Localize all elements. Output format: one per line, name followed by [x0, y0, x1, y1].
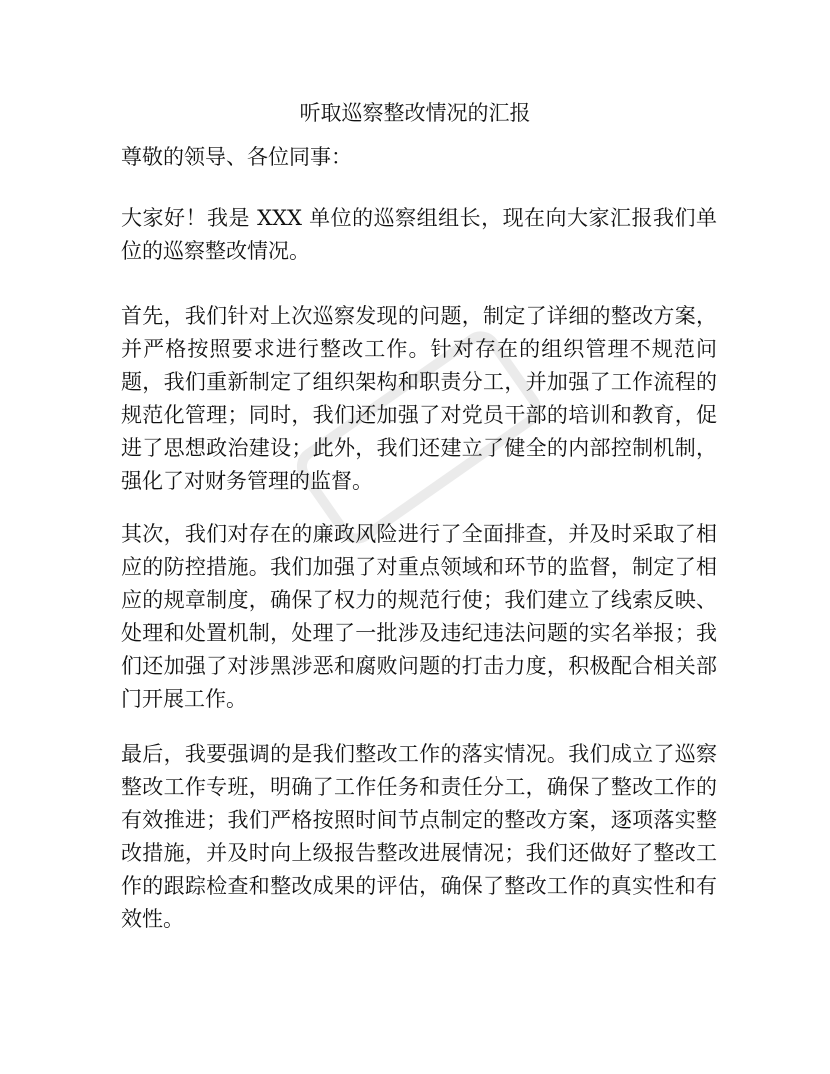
document-title: 听取巡察整改情况的汇报 — [299, 101, 531, 125]
paragraph-first: 首先，我们针对上次巡察发现的问题，制定了详细的整改方案，并严格按照要求进行整改工作。针对存在的组织管理不规范问题，我们重新制定了组织架构和职责分工，并加强了工作流程的规范化管理；同时，我们还加强了对党员干部的培训和教育，促进了思想政治建设；此外，我们还建立了健全的内部控制机制，强化了对财务管理的监督。 — [121, 304, 717, 493]
salutation: 尊敬的领导、各位同事： — [121, 145, 352, 169]
paragraph-second: 其次，我们对存在的廉政风险进行了全面排查，并及时采取了相应的防控措施。我们加强了对重点领域和环节的监督，制定了相应的规章制度，确保了权力的规范行使；我们建立了线索反映、处理和处置机制，处理了一批涉及违纪违法问题的实名举报；我们还加强了对涉黑涉恶和腐败问题的打击力度，积极配合相关部门开展工作。 — [121, 522, 717, 711]
paragraph-final: 最后，我要强调的是我们整改工作的落实情况。我们成立了巡察整改工作专班，明确了工作任务和责任分工，确保了整改工作的有效推进；我们严格按照时间节点制定的整改方案，逐项落实整改措施，并及时向上级报告整改进展情况；我们还做好了整改工作的跟踪检查和整改成果的评估，确保了整改工作的真实性和有效性。 — [121, 742, 717, 931]
paragraph-intro: 大家好！我是 XXX 单位的巡察组组长，现在向大家汇报我们单位的巡察整改情况。 — [121, 206, 717, 263]
